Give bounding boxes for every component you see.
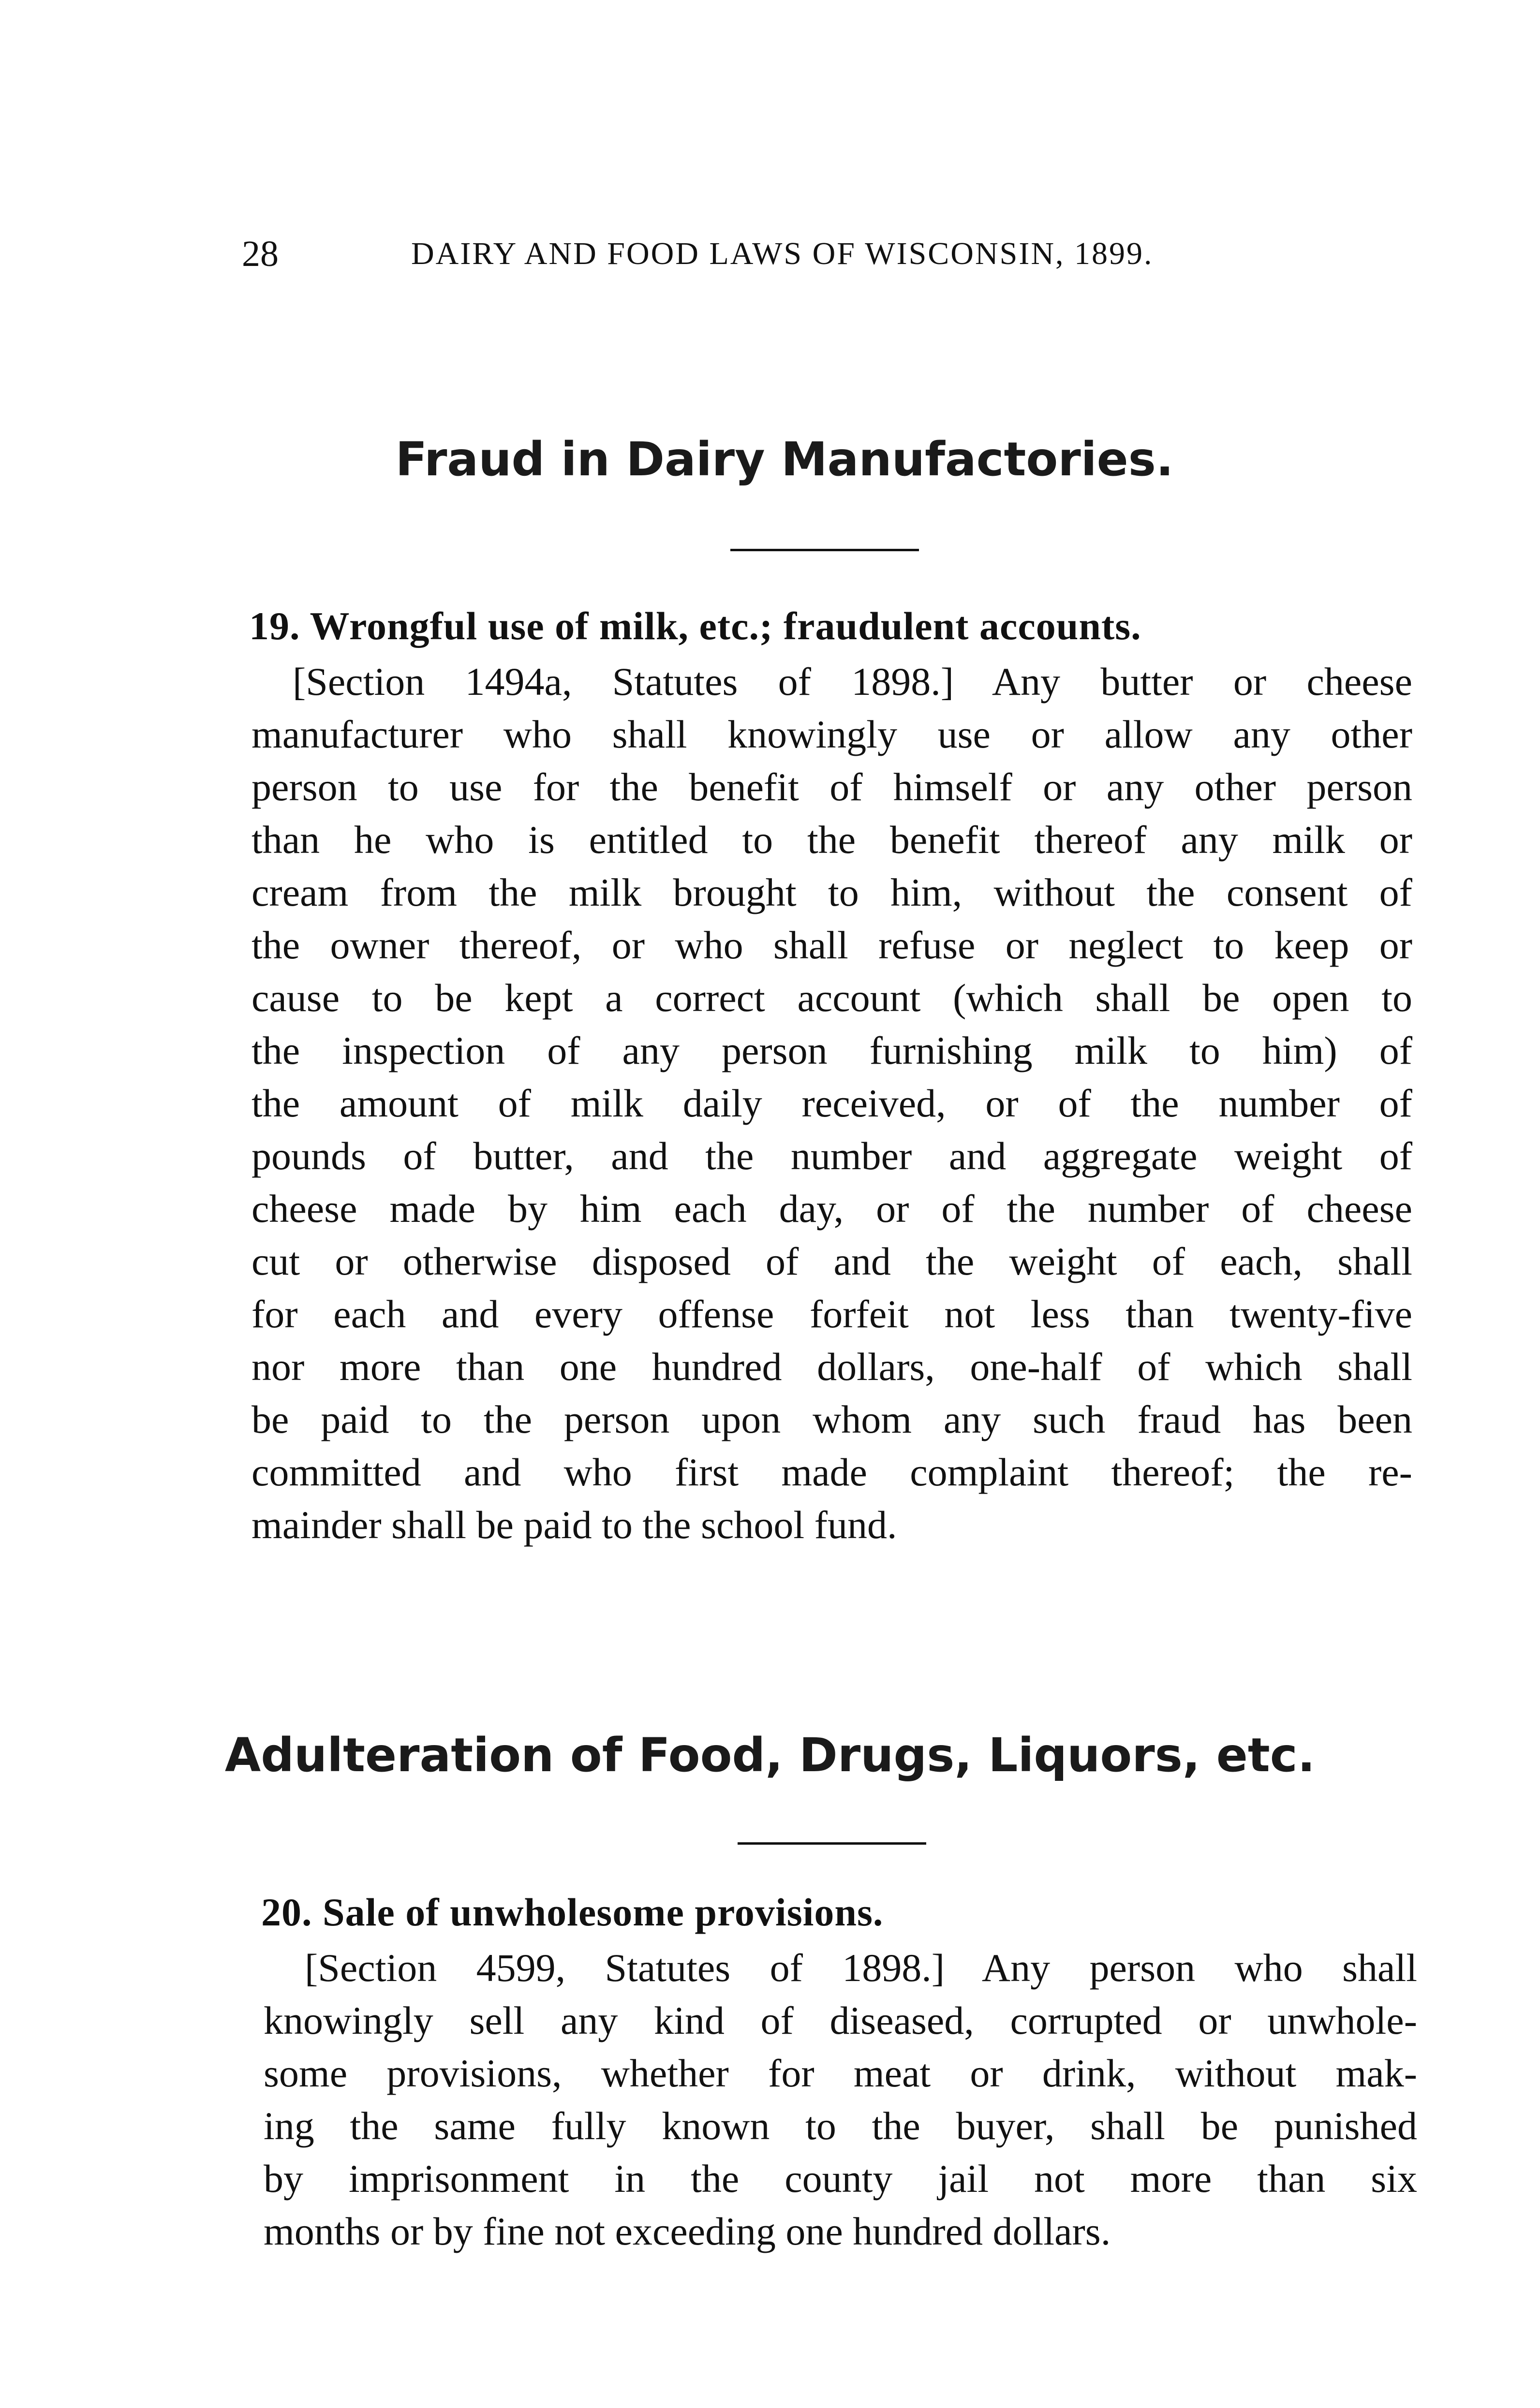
body-line: be paid to the person upon whom any such fraud has been xyxy=(252,1397,1412,1441)
heading-rule xyxy=(730,549,919,551)
body-line: pounds of butter, and the number and aggregate weight of xyxy=(252,1134,1412,1178)
body-line: cause to be kept a correct account (which shall be open to xyxy=(252,976,1412,1020)
body-line: the amount of milk daily received, or of the number of xyxy=(252,1081,1412,1125)
body-line: by imprisonment in the county jail not more than six xyxy=(264,2157,1417,2201)
page-number: 28 xyxy=(242,234,279,274)
running-title: DAIRY AND FOOD LAWS OF WISCONSIN, 1899. xyxy=(411,236,1154,271)
body-line: [Section 4599, Statutes of 1898.] Any person who shall xyxy=(305,1946,1417,1990)
section-body xyxy=(264,1941,1417,2258)
body-line: mainder shall be paid to the school fund. xyxy=(252,1503,897,1547)
body-line: committed and who first made complaint thereof; the re- xyxy=(252,1450,1412,1494)
body-line: nor more than one hundred dollars, one-half of which shall xyxy=(252,1345,1412,1389)
body-line: person to use for the benefit of himself or any other person xyxy=(252,765,1412,809)
section-title: 20. Sale of unwholesome provisions. xyxy=(261,1890,884,1934)
section-heading: Adulteration of Food, Drugs, Liquors, etc. xyxy=(224,1728,1316,1782)
body-line: cut or otherwise disposed of and the weight of each, shall xyxy=(252,1239,1412,1283)
body-line: the owner thereof, or who shall refuse or neglect to keep or xyxy=(252,923,1412,967)
body-line: cheese made by him each day, or of the number of cheese xyxy=(252,1187,1412,1231)
section-body xyxy=(252,655,1412,1551)
section-heading: Fraud in Dairy Manufactories. xyxy=(395,432,1174,486)
running-head xyxy=(242,227,1306,280)
body-line: manufacturer who shall knowingly use or allow any other xyxy=(252,712,1412,756)
body-line: for each and every offense forfeit not less than twenty-five xyxy=(252,1292,1412,1336)
body-line: months or by fine not exceeding one hundred dollars. xyxy=(264,2209,1111,2253)
body-line: knowingly sell any kind of diseased, corrupted or unwhole- xyxy=(264,1998,1417,2042)
body-line: ing the same fully known to the buyer, shall be punished xyxy=(264,2104,1417,2148)
body-line: cream from the milk brought to him, without the consent of xyxy=(252,870,1412,914)
body-line: [Section 1494a, Statutes of 1898.] Any butter or cheese xyxy=(293,660,1412,704)
body-line: than he who is entitled to the benefit thereof any milk or xyxy=(252,818,1412,862)
heading-rule xyxy=(738,1842,926,1845)
section-title: 19. Wrongful use of milk, etc.; fraudulent accounts. xyxy=(249,604,1141,648)
body-line: some provisions, whether for meat or drink, without mak- xyxy=(264,2051,1417,2095)
body-line: the inspection of any person furnishing milk to him) of xyxy=(252,1028,1412,1072)
